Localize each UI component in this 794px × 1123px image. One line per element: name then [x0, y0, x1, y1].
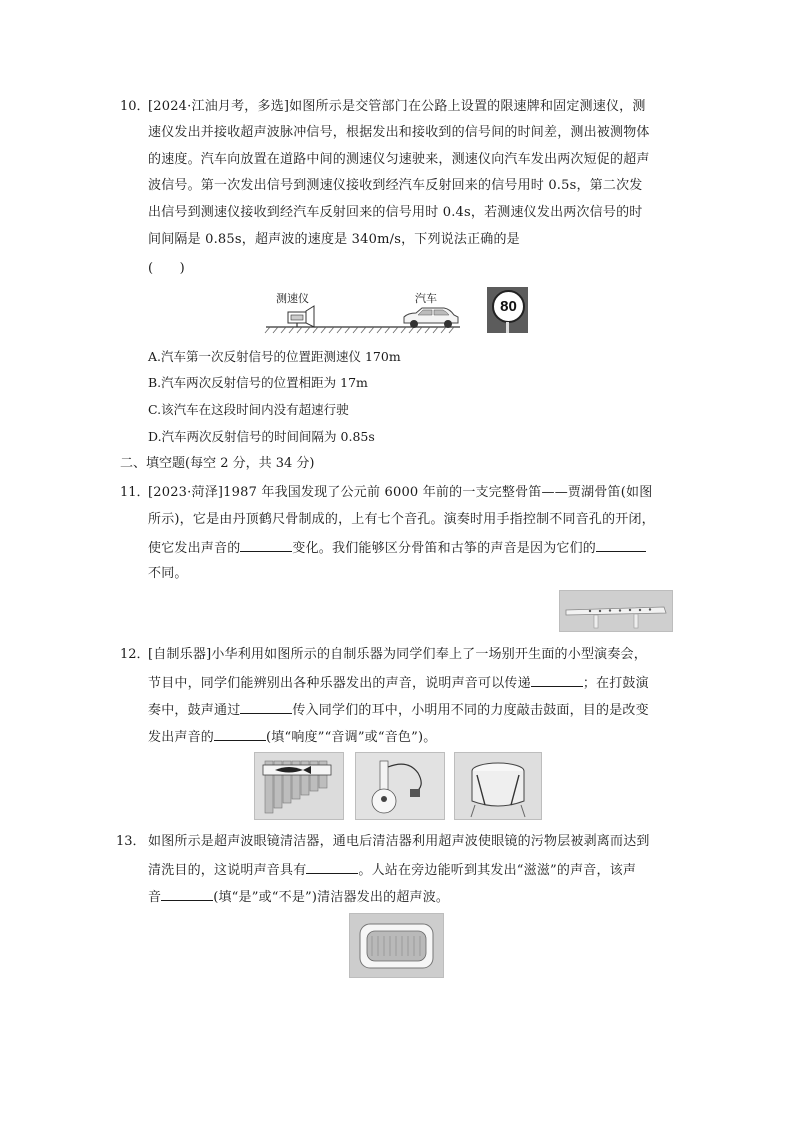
q10-number: 10． [120, 99, 150, 114]
section-title: 二、填空题(每空 2 分，共 34 分) [120, 456, 315, 471]
car-label: 汽车 [415, 292, 437, 305]
q12-line-4b: (填“响度”“音调”或“音色”)。 [266, 730, 437, 745]
speed-limit-sign [487, 287, 528, 333]
q13-line-3a: 音 [148, 890, 162, 905]
q12-number: 12． [120, 647, 150, 662]
q13-blank-2[interactable] [161, 888, 213, 901]
speed-limit-value: 80 [492, 290, 525, 323]
q10-line-1: [2024·江油月考，多选]如图所示是交管部门在公路上设置的限速牌和固定测速仪，测 [148, 99, 646, 114]
q11-line-3b: 变化。我们能够区分骨笛和古筝的声音是因为它们的 [292, 541, 597, 556]
q10-option-d: D.汽车两次反射信号的时间间隔为 0.85s [148, 429, 375, 444]
guitar-image [356, 753, 444, 819]
panpipe-image [255, 753, 343, 819]
q11-line-3a: 使它发出声音的 [148, 541, 241, 556]
q12-line-3a: 奏中，鼓声通过 [148, 703, 241, 718]
q10-option-b: B.汽车两次反射信号的位置相距为 17m [148, 375, 368, 390]
ultrasonic-cleaner-photo [349, 913, 444, 978]
q12-line-3b: 传入同学们的耳中，小明用不同的力度敲击鼓面，目的是改变 [292, 703, 649, 718]
q10-answer-bracket: ( ) [148, 261, 185, 276]
q13-number: 13． [116, 834, 146, 849]
q12-blank-3[interactable] [214, 728, 266, 741]
speed-meter-icon [288, 306, 314, 327]
drum-image [455, 753, 541, 819]
q12-blank-1[interactable] [531, 674, 583, 687]
drum-photo [454, 752, 542, 820]
q10-option-a: A.汽车第一次反射信号的位置距测速仪 170m [148, 349, 401, 364]
guitar-photo [355, 752, 445, 820]
bone-flute-photo [559, 590, 673, 632]
q10-line-2: 速仪发出并接收超声波脉冲信号，根据发出和接收到的信号间的时间差，测出被测物体 [148, 125, 650, 140]
q11-blank-1[interactable] [240, 539, 292, 552]
q13-blank-1[interactable] [306, 861, 358, 874]
q11-line-1: [2023·菏泽]1987 年我国发现了公元前 6000 年前的一支完整骨笛——贾湖骨笛(如图 [148, 485, 653, 500]
q10-line-4: 波信号。第一次发出信号到测速仪接收到经汽车反射回来的信号用时 0.5s，第二次发 [148, 178, 643, 193]
meter-label: 测速仪 [276, 292, 309, 305]
panpipe-photo [254, 752, 344, 820]
q11-blank-2[interactable] [596, 539, 646, 552]
q13-line-3b: (填“是”或“不是”)清洁器发出的超声波。 [213, 890, 450, 905]
sign-pole [506, 322, 509, 333]
q11-number: 11． [120, 485, 150, 500]
q12-line-2a: 节目中，同学们能辨别出各种乐器发出的声音，说明声音可以传递 [148, 676, 531, 691]
q12-blank-2[interactable] [240, 701, 292, 714]
q13-line-2b: 。人站在旁边能听到其发出“滋滋”的声音，该声 [358, 863, 637, 878]
q11-line-2: 所示)，它是由丹顶鹤尺骨制成的，上有七个音孔。演奏时用手指控制不同音孔的开闭， [148, 512, 655, 527]
q11-line-4: 不同。 [148, 566, 188, 581]
ultrasonic-cleaner-image [350, 914, 443, 977]
q12-line-4a: 发出声音的 [148, 730, 215, 745]
q13-line-2a: 清洗目的，这说明声音具有 [148, 863, 307, 878]
q10-option-c: C.该汽车在这段时间内没有超速行驶 [148, 402, 349, 417]
q12-line-1: [自制乐器]小华利用如图所示的自制乐器为同学们奉上了一场别开生面的小型演奏会， [148, 647, 647, 662]
q10-line-6: 间间隔是 0.85s，超声波的速度是 340m/s，下列说法正确的是 [148, 232, 520, 247]
q12-line-2b: ；在打鼓演 [582, 676, 649, 691]
q10-line-3: 的速度。汽车向放置在道路中间的测速仪匀速驶来，测速仪向汽车发出两次短促的超声 [148, 152, 650, 167]
bone-flute-image [560, 591, 672, 631]
car-icon [404, 308, 458, 328]
q13-line-1: 如图所示是超声波眼镜清洁器，通电后清洁器利用超声波使眼镜的污物层被剥离而达到 [148, 834, 650, 849]
q10-line-5: 出信号到测速仪接收到经汽车反射回来的信号用时 0.4s，若测速仪发出两次信号的时 [148, 205, 643, 220]
